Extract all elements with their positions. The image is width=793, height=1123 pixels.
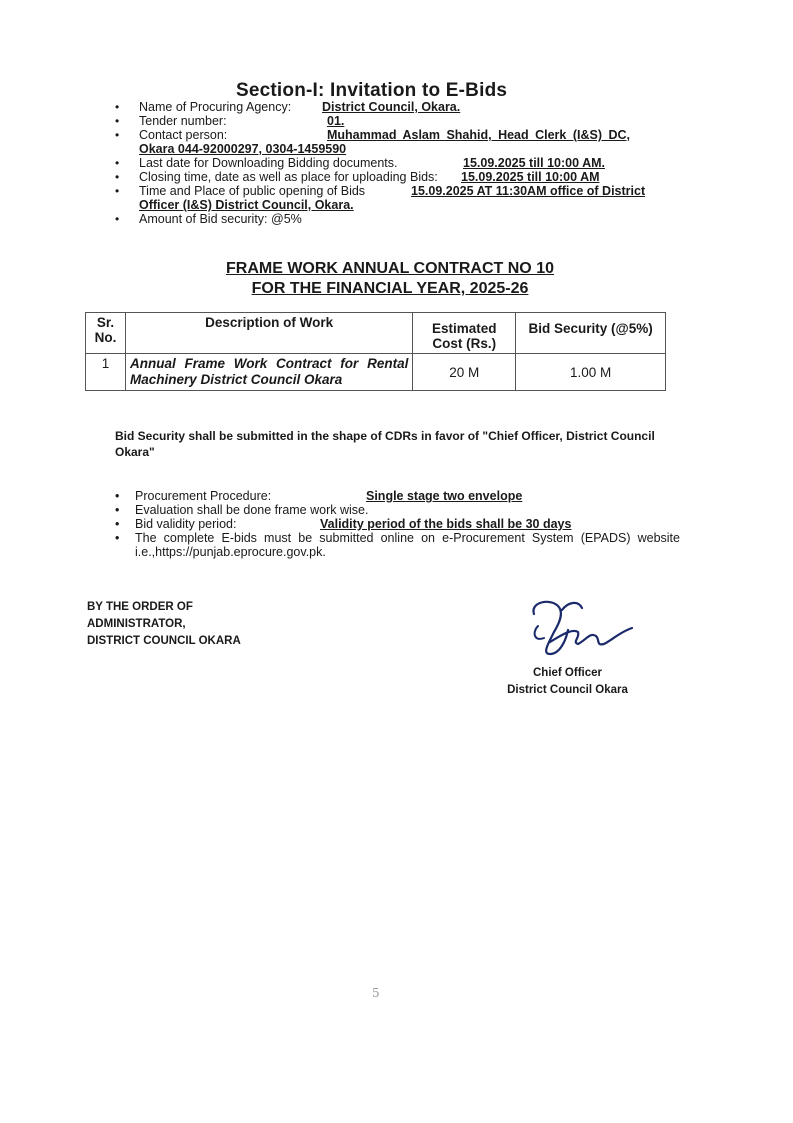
- info-agency: • Name of Procuring Agency: District Council, Okara.: [115, 100, 461, 114]
- bullet-icon: •: [115, 489, 120, 503]
- info-last-date: • Last date for Downloading Bidding documents. 15.09.2025 till 10:00 AM.: [115, 156, 605, 170]
- header-estimated-cost: Estimated Cost (Rs.): [413, 313, 516, 354]
- validity-value: Validity period of the bids shall be 30 days: [320, 517, 572, 531]
- info-contact: • Contact person: Muhammad Aslam Shahid, Head Clerk (I&S) DC,: [115, 128, 631, 142]
- tender-info-list: [115, 100, 690, 226]
- row-security: 1.00 M: [516, 354, 666, 391]
- bullet-icon: •: [115, 128, 120, 142]
- info-closing-time: • Closing time, date as well as place for uploading Bids: 15.09.2025 till 10:00 AM: [115, 170, 600, 184]
- header-bid-security: Bid Security (@5%): [516, 313, 666, 354]
- proc-submission: • The complete E-bids must be submitted online on e-Procurement System (EPADS) website i.e.,https://punjab.eprocure.gov.pk.: [115, 531, 680, 559]
- row-cost: 20 M: [413, 354, 516, 391]
- contact-phone-value: Okara 044-92000297, 0304-1459590: [139, 142, 347, 156]
- info-opening-time: • Time and Place of public opening of Bids 15.09.2025 AT 11:30AM office of District: [115, 184, 646, 198]
- contract-heading-line1: FRAME WORK ANNUAL CONTRACT NO 10: [226, 260, 554, 277]
- row-description: Annual Frame Work Contract for Rental Machinery District Council Okara: [125, 354, 412, 391]
- work-table: [85, 312, 666, 391]
- info-contact-phone: [115, 142, 690, 156]
- bullet-icon: •: [115, 212, 120, 226]
- bullet-icon: •: [115, 531, 120, 545]
- proc-procedure: • Procurement Procedure: Single stage two envelope: [115, 489, 523, 503]
- agency-value: District Council, Okara.: [322, 100, 461, 114]
- opening-time-value: 15.09.2025 AT 11:30AM office of District: [411, 184, 646, 198]
- contract-heading: [180, 259, 600, 299]
- header-sr-no: Sr. No.: [86, 313, 126, 354]
- opening-place-value: Officer (I&S) District Council, Okara.: [139, 198, 354, 212]
- table-row: [86, 354, 666, 391]
- proc-evaluation: • Evaluation shall be done frame work wise.: [115, 503, 369, 517]
- bullet-icon: •: [115, 100, 120, 114]
- bullet-icon: •: [115, 114, 120, 128]
- page-number: 5: [372, 986, 380, 1000]
- info-opening-place: [115, 198, 690, 212]
- contact-value: Muhammad Aslam Shahid, Head Clerk (I&S) DC,: [327, 128, 631, 142]
- bullet-icon: •: [115, 503, 120, 517]
- header-description: Description of Work: [125, 313, 412, 354]
- info-bid-security: • Amount of Bid security: @5%: [115, 212, 302, 226]
- bid-security-note: Bid Security shall be submitted in the shape of CDRs in favor of "Chief Officer, District Council Okara": [115, 429, 655, 459]
- order-block: BY THE ORDER OF ADMINISTRATOR, DISTRICT COUNCIL OKARA: [87, 601, 241, 647]
- page-title: Section-I: Invitation to E-Bids: [236, 80, 508, 101]
- procedure-value: Single stage two envelope: [366, 489, 523, 503]
- table-header-row: [86, 313, 666, 354]
- info-tender-number: • Tender number: 01.: [115, 114, 345, 128]
- signatory-block: [500, 665, 635, 699]
- row-sr: 1: [86, 354, 126, 391]
- signatory-office: District Council Okara: [507, 684, 628, 696]
- tender-number-value: 01.: [327, 114, 345, 128]
- closing-time-value: 15.09.2025 till 10:00 AM: [461, 170, 600, 184]
- bullet-icon: •: [115, 517, 120, 531]
- bullet-icon: •: [115, 156, 120, 170]
- last-date-value: 15.09.2025 till 10:00 AM.: [463, 156, 605, 170]
- signature-image: [520, 592, 640, 664]
- contract-heading-line2: FOR THE FINANCIAL YEAR, 2025-26: [251, 280, 529, 297]
- proc-validity: • Bid validity period: Validity period of the bids shall be 30 days: [115, 517, 572, 531]
- procedure-list: [115, 489, 680, 559]
- bullet-icon: •: [115, 184, 120, 198]
- bullet-icon: •: [115, 170, 120, 184]
- signatory-title: Chief Officer: [532, 667, 602, 679]
